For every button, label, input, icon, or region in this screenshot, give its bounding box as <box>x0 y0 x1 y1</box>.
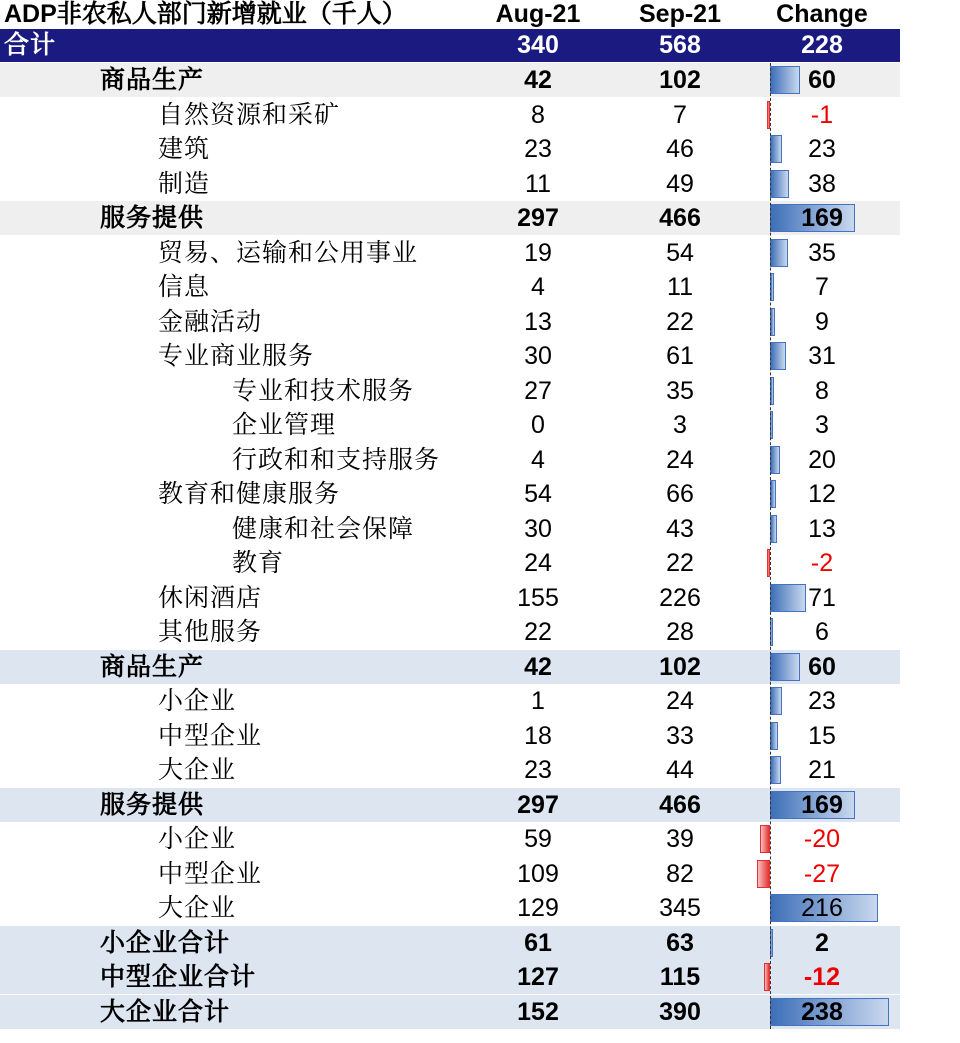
row-label: 贸易、运输和公用事业 <box>158 238 419 267</box>
change-value: 7 <box>815 273 829 301</box>
column-header-sep: Sep-21 <box>639 0 721 28</box>
change-value: 60 <box>808 652 836 681</box>
aug-value: 42 <box>524 66 552 94</box>
aug-value: 152 <box>517 997 559 1026</box>
row-label: 其他服务 <box>158 618 263 646</box>
row-label: 制造 <box>158 169 211 198</box>
aug-value: 23 <box>524 756 552 784</box>
aug-value: 30 <box>524 342 552 370</box>
row-label: 行政和和支持服务 <box>232 445 441 474</box>
change-value: 20 <box>808 445 836 474</box>
sep-value: 44 <box>666 756 694 784</box>
row-label: 大企业合计 <box>100 997 231 1026</box>
sep-value: 33 <box>666 721 694 750</box>
aug-value: 4 <box>531 445 545 474</box>
row-label: 大企业 <box>158 894 237 922</box>
table-row <box>0 270 900 304</box>
table-row <box>0 615 900 649</box>
change-value: 21 <box>808 756 836 784</box>
row-label: 中型企业 <box>158 721 263 750</box>
table-row <box>0 98 900 132</box>
table-row <box>0 339 900 373</box>
table-row <box>0 305 900 339</box>
change-value: 71 <box>808 583 836 612</box>
change-value: -20 <box>803 825 841 853</box>
change-value: 238 <box>801 997 843 1026</box>
change-value: -2 <box>810 549 834 577</box>
change-value: 60 <box>808 66 836 94</box>
change-value: 15 <box>808 721 836 750</box>
sep-value: 102 <box>659 652 701 681</box>
table-row <box>0 995 900 1029</box>
table-row <box>0 512 900 546</box>
change-value: 6 <box>815 618 829 646</box>
sep-value: 7 <box>673 100 687 129</box>
change-value: 23 <box>808 687 836 715</box>
table-row <box>0 753 900 787</box>
aug-value: 13 <box>524 307 552 336</box>
aug-value: 22 <box>524 618 552 646</box>
change-value: -12 <box>803 963 841 991</box>
column-header-aug: Aug-21 <box>495 0 581 28</box>
aug-value: 59 <box>524 825 552 853</box>
sep-value: 568 <box>659 31 701 59</box>
column-header-change: Change <box>776 0 868 28</box>
aug-value: 8 <box>531 100 545 129</box>
sep-value: 466 <box>659 204 701 232</box>
table-row <box>0 581 900 615</box>
aug-value: 155 <box>517 583 559 612</box>
change-value: 38 <box>808 169 836 198</box>
change-value: 169 <box>801 204 843 232</box>
row-label: 商品生产 <box>100 652 205 681</box>
row-label: 小企业合计 <box>100 928 231 957</box>
sep-value: 49 <box>666 169 694 198</box>
aug-value: 340 <box>517 31 559 59</box>
row-label: 合计 <box>4 31 57 59</box>
aug-value: 61 <box>524 928 552 957</box>
table-row <box>0 546 900 580</box>
sep-value: 22 <box>666 549 694 577</box>
table-row <box>0 650 900 684</box>
table-row <box>0 926 900 960</box>
change-value: -27 <box>803 859 841 888</box>
table-row <box>0 477 900 511</box>
table-row <box>0 408 900 442</box>
row-label: 中型企业 <box>158 859 263 888</box>
sep-value: 66 <box>666 480 694 508</box>
change-value: 23 <box>808 135 836 163</box>
change-value: 169 <box>801 790 843 819</box>
table-row <box>0 891 900 925</box>
table-row <box>0 719 900 753</box>
sep-value: 3 <box>673 411 687 439</box>
sep-value: 115 <box>659 963 701 991</box>
sep-value: 54 <box>666 238 694 267</box>
aug-value: 18 <box>524 721 552 750</box>
sep-value: 43 <box>666 514 694 543</box>
change-value: 12 <box>808 480 836 508</box>
sep-value: 226 <box>659 583 701 612</box>
sep-value: 24 <box>666 445 694 474</box>
table-row <box>0 236 900 270</box>
row-label: 休闲酒店 <box>158 583 263 612</box>
aug-value: 30 <box>524 514 552 543</box>
row-label: 健康和社会保障 <box>232 514 415 543</box>
table-row <box>0 857 900 891</box>
row-label: 服务提供 <box>100 204 205 232</box>
aug-value: 297 <box>517 790 559 819</box>
table-row <box>0 788 900 822</box>
change-value: 35 <box>808 238 836 267</box>
row-label: 商品生产 <box>100 66 205 94</box>
sep-value: 46 <box>666 135 694 163</box>
aug-value: 129 <box>517 894 559 922</box>
row-label: 信息 <box>158 273 211 301</box>
sep-value: 28 <box>666 618 694 646</box>
row-label: 企业管理 <box>232 411 337 439</box>
row-label: 教育和健康服务 <box>158 480 341 508</box>
sep-value: 11 <box>667 273 693 301</box>
row-label: 中型企业合计 <box>100 963 257 991</box>
total-row <box>0 29 900 62</box>
table-row <box>0 822 900 856</box>
aug-value: 54 <box>524 480 552 508</box>
change-value: 31 <box>808 342 836 370</box>
aug-value: 1 <box>531 687 545 715</box>
aug-value: 4 <box>531 273 545 301</box>
aug-value: 11 <box>525 169 551 198</box>
table-row <box>0 960 900 994</box>
table-title: ADP非农私人部门新增就业（千人） <box>4 0 407 28</box>
row-label: 专业商业服务 <box>158 342 315 370</box>
table-row <box>0 684 900 718</box>
table-row <box>0 167 900 201</box>
sep-value: 22 <box>666 307 694 336</box>
sep-value: 61 <box>666 342 694 370</box>
aug-value: 127 <box>517 963 559 991</box>
row-label: 大企业 <box>158 756 237 784</box>
row-label: 金融活动 <box>158 307 263 336</box>
table-row <box>0 132 900 166</box>
sep-value: 345 <box>659 894 701 922</box>
change-value: 8 <box>815 376 829 405</box>
sep-value: 24 <box>666 687 694 715</box>
aug-value: 42 <box>524 652 552 681</box>
row-label: 服务提供 <box>100 790 205 819</box>
row-label: 教育 <box>232 549 285 577</box>
table-row <box>0 63 900 97</box>
change-value: 216 <box>801 894 843 922</box>
table-row <box>0 443 900 477</box>
aug-value: 19 <box>524 238 552 267</box>
change-bar-axis <box>770 63 771 1029</box>
sep-value: 390 <box>659 997 701 1026</box>
row-label: 建筑 <box>158 135 211 163</box>
sep-value: 466 <box>659 790 701 819</box>
table-row <box>0 201 900 235</box>
change-value: 2 <box>815 928 829 957</box>
row-label: 小企业 <box>158 687 237 715</box>
aug-value: 27 <box>524 376 552 405</box>
change-value: 3 <box>815 411 829 439</box>
table-row <box>0 374 900 408</box>
aug-value: 23 <box>524 135 552 163</box>
aug-value: 0 <box>531 411 545 439</box>
change-value: -1 <box>810 100 834 129</box>
change-value: 13 <box>808 514 836 543</box>
row-label: 自然资源和采矿 <box>158 100 341 129</box>
aug-value: 109 <box>517 859 559 888</box>
sep-value: 63 <box>666 928 694 957</box>
change-value: 228 <box>801 31 843 59</box>
sep-value: 82 <box>666 859 694 888</box>
aug-value: 297 <box>517 204 559 232</box>
row-label: 专业和技术服务 <box>232 376 415 405</box>
row-label: 小企业 <box>158 825 237 853</box>
aug-value: 24 <box>524 549 552 577</box>
sep-value: 39 <box>666 825 694 853</box>
change-value: 9 <box>815 307 829 336</box>
sep-value: 35 <box>666 376 694 405</box>
sep-value: 102 <box>659 66 701 94</box>
